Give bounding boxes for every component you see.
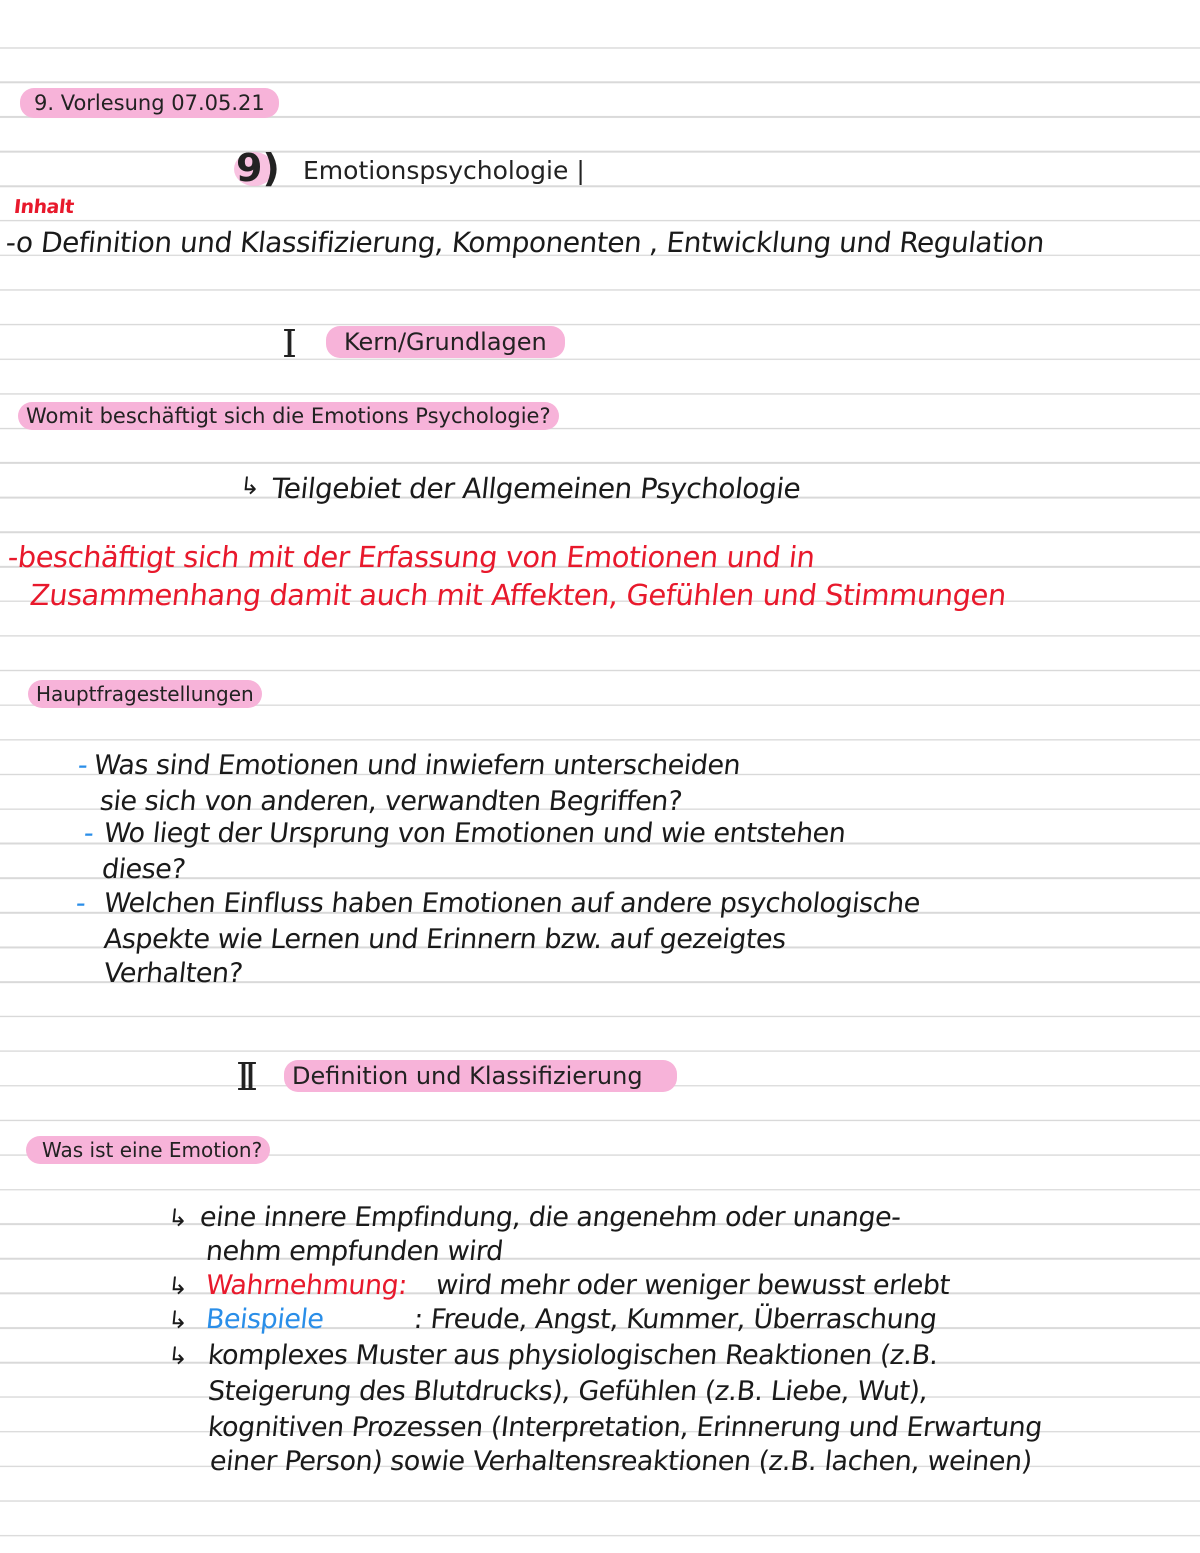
- inhalt-line: -o Definition und Klassifizierung, Komponenten , Entwicklung und Regulation: [4, 226, 1046, 259]
- question1-text: Womit beschäftigt sich die Emotions Psychologie?: [18, 402, 559, 430]
- lecture-label: 9. Vorlesung 07.05.21: [20, 88, 279, 118]
- answer-arrow: ↳: [166, 1204, 190, 1232]
- chapter-number: 9): [236, 146, 280, 190]
- section1-numeral: I: [282, 322, 298, 366]
- question1-answer: Teilgebiet der Allgemeinen Psychologie: [270, 472, 803, 505]
- question1-red-line-2: Zusammenhang damit auch mit Affekten, Gefühlen und Stimmungen: [28, 578, 1008, 612]
- list-item-2-line-2: diese?: [100, 854, 187, 885]
- answer-4-line-3: kognitiven Prozessen (Interpretation, Erinnerung und Erwartung: [206, 1412, 1044, 1443]
- hauptfragestellungen-title: Hauptfragestellungen: [28, 680, 262, 708]
- list-dash: -: [74, 888, 87, 919]
- answer-3-text: : Freude, Angst, Kummer, Überraschung: [412, 1304, 939, 1335]
- section2-title: Definition und Klassifizierung: [284, 1060, 677, 1092]
- answer-2-label: Wahrnehmung:: [204, 1270, 409, 1301]
- list-item-1-line-1: Was sind Emotionen und inwiefern unterscheiden: [92, 750, 742, 781]
- list-item-3-line-2: Aspekte wie Lernen und Erinnern bzw. auf gezeigtes: [102, 924, 788, 955]
- answer-4-line-2: Steigerung des Blutdrucks), Gefühlen (z.B. Liebe, Wut),: [206, 1376, 930, 1407]
- list-item-2-line-1: Wo liegt der Ursprung von Emotionen und wie entstehen: [102, 818, 848, 849]
- list-dash: -: [76, 750, 89, 781]
- section2-numeral: II: [236, 1055, 251, 1099]
- inhalt-label: Inhalt: [12, 196, 75, 218]
- answer-1-line-2: nehm empfunden wird: [204, 1236, 505, 1267]
- answer-1-line-1: eine innere Empfindung, die angenehm oder unange-: [198, 1202, 903, 1233]
- list-item-3-line-1: Welchen Einfluss haben Emotionen auf andere psychologische: [102, 888, 922, 919]
- answer-arrow: ↳: [166, 1342, 190, 1370]
- list-item-1-line-2: sie sich von anderen, verwandten Begriffen?: [98, 786, 684, 817]
- section1-title: Kern/Grundlagen: [326, 326, 565, 358]
- answer-arrow: ↳: [166, 1272, 190, 1300]
- answer-4-line-1: komplexes Muster aus physiologischen Reaktionen (z.B.: [206, 1340, 940, 1371]
- list-item-3-line-3: Verhalten?: [102, 958, 245, 989]
- answer-2-text: wird mehr oder weniger bewusst erlebt: [434, 1270, 952, 1301]
- answer-arrow: ↳: [166, 1306, 190, 1334]
- question2-text: Was ist eine Emotion?: [26, 1136, 270, 1164]
- question1-red-line-1: -beschäftigt sich mit der Erfassung von Emotionen und in: [6, 540, 817, 574]
- answer-4-line-4: einer Person) sowie Verhaltensreaktionen (z.B. lachen, weinen): [208, 1446, 1034, 1477]
- question1-answer-arrow: ↳: [238, 472, 262, 500]
- list-dash: -: [82, 818, 95, 849]
- chapter-title: Emotionspsychologie |: [303, 156, 585, 185]
- answer-3-label: Beispiele: [204, 1304, 326, 1335]
